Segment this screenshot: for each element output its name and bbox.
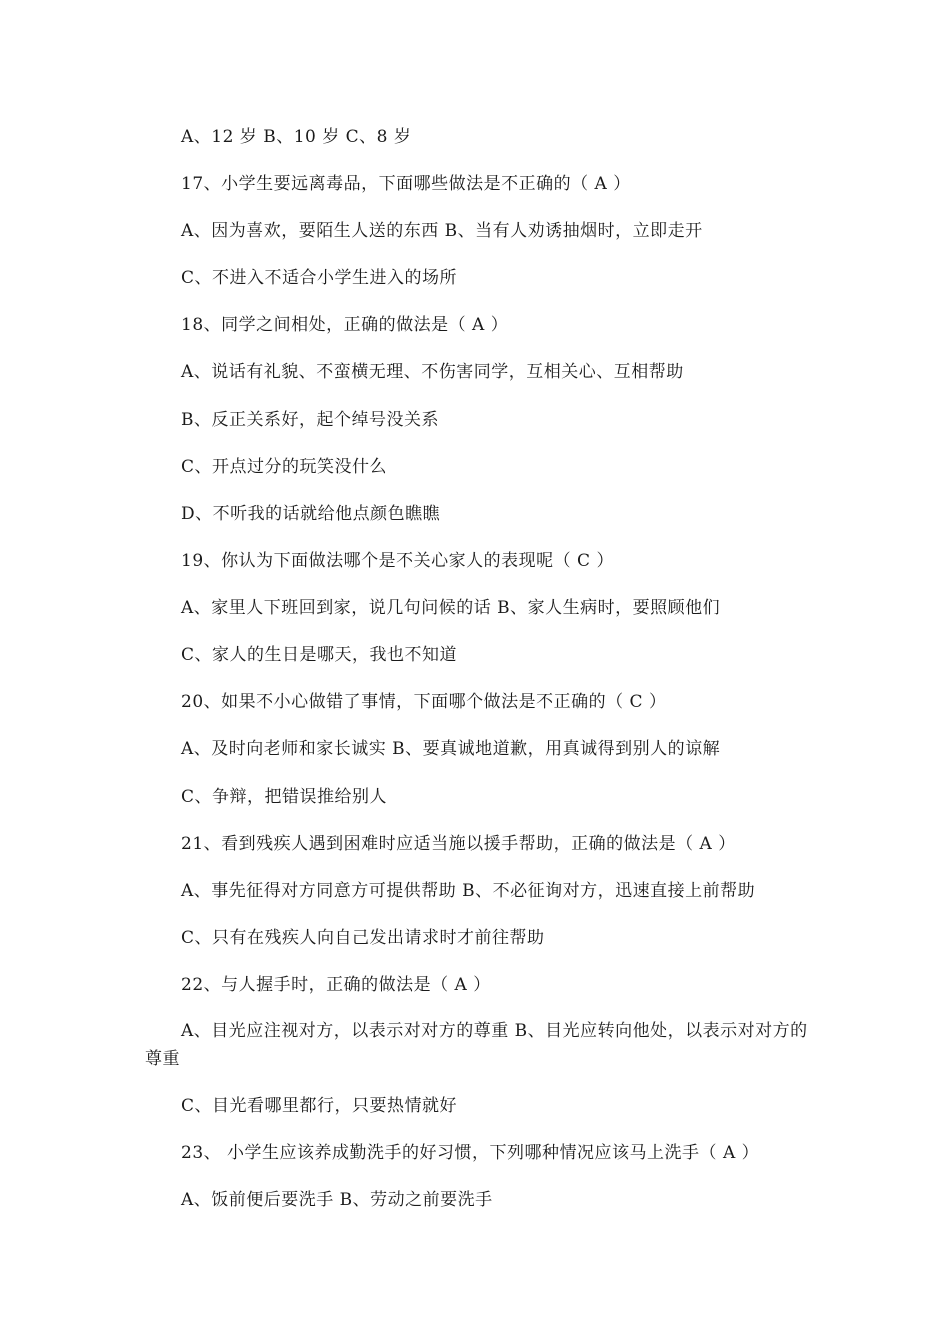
q17-option-c: C、不进入不适合小学生进入的场所 [181, 268, 458, 288]
q23-options-ab: A、饭前便后要洗手 B、劳动之前要洗手 [181, 1190, 493, 1210]
q18-option-a: A、说话有礼貌、不蛮横无理、不伤害同学，互相关心、互相帮助 [181, 362, 684, 382]
q17-options-ab: A、因为喜欢，要陌生人送的东西 B、当有人劝诱抽烟时，立即走开 [181, 221, 703, 241]
q18-option-d: D、不听我的话就给他点颜色瞧瞧 [181, 504, 441, 524]
q20-option-c: C、争辩，把错误推给别人 [181, 787, 388, 807]
q21-question: 21、看到残疾人遇到困难时应适当施以援手帮助，正确的做法是（ A ） [181, 834, 736, 854]
q22-option-c: C、目光看哪里都行，只要热情就好 [181, 1096, 458, 1116]
q21-option-c: C、只有在残疾人向自己发出请求时才前往帮助 [181, 928, 545, 948]
q22-options-ab: A、目光应注视对方，以表示对对方的尊重 B、目光应转向他处，以表示对对方的尊重 [145, 1021, 808, 1069]
q19-option-c: C、家人的生日是哪天，我也不知道 [181, 645, 458, 665]
q18-option-b: B、反正关系好，起个绰号没关系 [181, 410, 439, 430]
q17-question: 17、小学生要远离毒品，下面哪些做法是不正确的（ A ） [181, 174, 631, 194]
q18-question: 18、同学之间相处，正确的做法是（ A ） [181, 315, 509, 335]
q22-question: 22、与人握手时，正确的做法是（ A ） [181, 975, 491, 995]
q18-option-c: C、开点过分的玩笑没什么 [181, 457, 388, 477]
q21-options-ab: A、事先征得对方同意方可提供帮助 B、不必征询对方，迅速直接上前帮助 [181, 881, 756, 901]
q16-options: A、12 岁 B、10 岁 C、8 岁 [181, 127, 412, 147]
q20-question: 20、如果不小心做错了事情，下面哪个做法是不正确的（ C ） [181, 692, 667, 712]
q20-options-ab: A、及时向老师和家长诚实 B、要真诚地道歉，用真诚得到别人的谅解 [181, 739, 721, 759]
q19-question: 19、你认为下面做法哪个是不关心家人的表现呢（ C ） [181, 551, 614, 571]
q23-question: 23、 小学生应该养成勤洗手的好习惯，下列哪种情况应该马上洗手（ A ） [181, 1143, 760, 1163]
q19-options-ab: A、家里人下班回到家，说几句问候的话 B、家人生病时，要照顾他们 [181, 598, 721, 618]
